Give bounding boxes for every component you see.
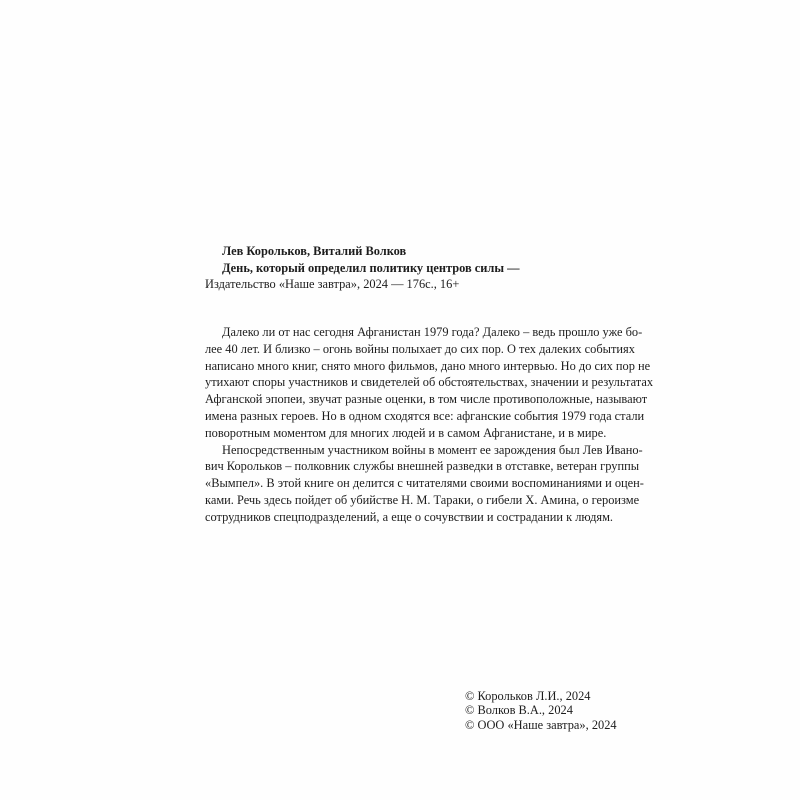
annotation-line: написано много книг, снято много фильмов, дано много интервью. Но до сих пор не: [205, 358, 651, 373]
copyright-line: © ООО «Наше завтра», 2024: [465, 717, 617, 732]
annotation-line: сотрудников спецподразделений, а еще о сочувствии и сострадании к людям.: [205, 509, 614, 524]
annotation-line: вич Корольков – полковник службы внешней разведки в отставке, ветеран группы: [205, 459, 640, 474]
book-imprint: Издательство «Наше завтра», 2024 — 176с., 16+: [205, 277, 460, 291]
annotation-line: «Вымпел». В этой книге он делится с читателями своими воспоминаниями и оцен-: [205, 476, 644, 491]
annotation-line: имена разных героев. Но в одном сходятся все: афганские события 1979 года стали: [205, 408, 645, 423]
copyright-line: © Корольков Л.И., 2024: [465, 689, 591, 703]
book-annotation: [205, 324, 654, 526]
annotation-line: ками. Речь здесь пойдет об убийстве Н. М. Тараки, о гибели Х. Амина, о героизме: [205, 492, 640, 507]
book-authors: Лев Корольков, Виталий Волков: [222, 244, 407, 258]
bibliographic-record: [205, 243, 605, 293]
annotation-line: Непосредственным участником войны в момент ее зарождения был Лев Ивано-: [222, 442, 643, 457]
copyright-block: [465, 689, 645, 732]
annotation-line: лее 40 лет. И близко – огонь войны полыхает до сих пор. О тех далеких событиях: [205, 341, 635, 356]
book-title: День, который определил политику центров силы —: [222, 260, 520, 275]
annotation-line: поворотным моментом для многих людей и в самом Афганистане, и в мире.: [205, 425, 607, 440]
annotation-line: Афганской эпопеи, звучат разные оценки, в том числе противоположные, называют: [205, 392, 648, 407]
annotation-line: Далеко ли от нас сегодня Афганистан 1979 года? Далеко – ведь прошло уже бо-: [222, 325, 643, 339]
annotation-line: утихают споры участников и свидетелей об обстоятельствах, значении и результатах: [205, 375, 654, 390]
copyright-line: © Волков В.А., 2024: [465, 703, 573, 718]
